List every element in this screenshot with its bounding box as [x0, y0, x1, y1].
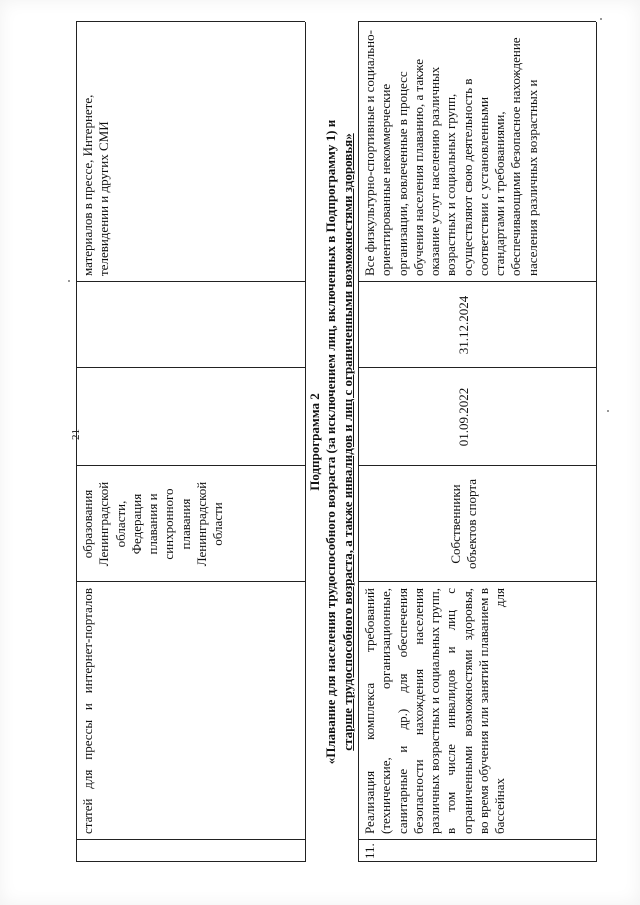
table-rule	[76, 581, 305, 582]
table-rule	[358, 581, 596, 582]
subprogram-heading: Подпрограмма 2	[307, 393, 322, 491]
scan-speck	[68, 280, 70, 282]
table-rule	[305, 22, 306, 862]
table-rule	[358, 839, 596, 840]
table-rule	[358, 465, 596, 466]
top-row-executor: образования Ленинградской области, Федерация плавания и синхронного плавания Ленинградской области	[80, 481, 225, 567]
table-rule	[76, 465, 305, 466]
scan-speck	[600, 18, 602, 20]
table-rule	[358, 21, 596, 22]
subprogram-title-line2: старше трудоспособного возраста, а также инвалидов и лиц с ограниченными возможностями здоровья»	[340, 133, 355, 751]
row-start-date: 01.09.2022	[456, 387, 471, 447]
document-table	[76, 22, 596, 862]
top-row-description: статей для прессы и интернет-порталов	[80, 588, 95, 834]
row-result: Все физкультурно-спортивные и социально-ориентированные некоммерческие организации, вовлеченные в процесс обучения населения плаванию, а также оказание услуг населению различных возрастных и социальных групп, осуществляют свою деятельность в соответствии с установленными стандартами и требованиями, обеспечивающими безопасное нахождение населения различных возрастных и	[362, 30, 540, 276]
subprogram-title-line1: «Плавание для населения трудоспособного возраста (за исключением лиц, включенных в Подпрограмму 1) и	[323, 119, 338, 765]
table-border-bottom	[596, 22, 597, 862]
subprogram-title-line2-wrap	[340, 22, 356, 862]
table-rule	[76, 861, 305, 862]
row-executor: Собственники объектов спорта	[448, 479, 480, 569]
table-rule	[358, 22, 359, 862]
row-description: Реализация комплекса требований (технические, организационные, санитарные и др.) для обеспечения безопасности нахождения населения различных возрастных и социальных групп, в том числе инвалидов и лиц с ограниченными возможностями здоровья, во время обучения или занятий плаванием в бассейнах для	[362, 588, 507, 834]
table-rule	[76, 367, 305, 368]
table-rule	[76, 839, 305, 840]
table-rule	[76, 281, 305, 282]
page-number: 21	[70, 429, 82, 440]
table-rule	[76, 21, 305, 22]
top-row-result: материалов в прессе, Интернете, телевидении и других СМИ	[80, 94, 112, 276]
row-number: 11.	[362, 843, 377, 859]
table-rule	[358, 367, 596, 368]
table-rule	[358, 861, 596, 862]
table-border-top	[76, 22, 77, 862]
row-end-date: 31.12.2024	[456, 295, 471, 355]
scan-speck	[607, 410, 609, 412]
table-rule	[358, 281, 596, 282]
